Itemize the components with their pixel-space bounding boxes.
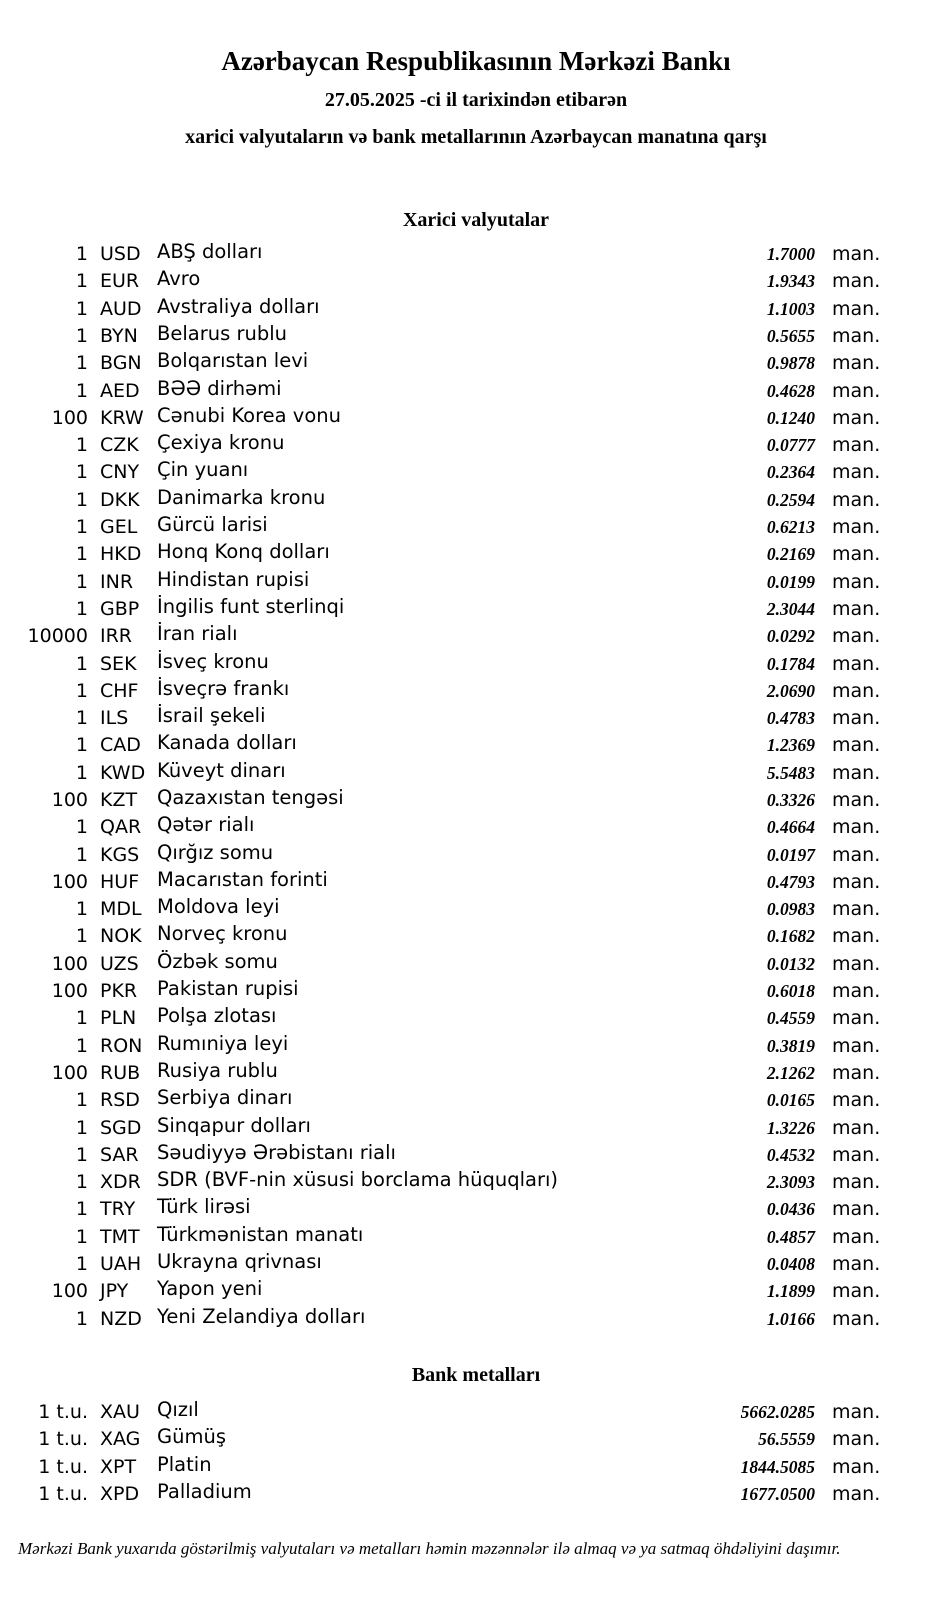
rate-row <box>0 542 880 569</box>
rate-row <box>0 897 880 924</box>
rate-row <box>0 485 881 515</box>
rate-row <box>0 1088 880 1115</box>
currency-code: XPT <box>100 1455 137 1478</box>
currency-name: Özbək somu <box>157 949 278 973</box>
currency-code: XPD <box>100 1482 140 1505</box>
quantity: 1 <box>75 543 88 566</box>
rate-row <box>0 706 880 733</box>
currency-code: KRW <box>100 406 144 429</box>
rate-row <box>0 733 880 760</box>
rate-row <box>0 269 880 296</box>
currency-code: KZT <box>100 788 138 811</box>
currency-name: Qırğız somu <box>157 840 274 864</box>
currency-name: Çin yuanı <box>157 458 249 482</box>
rate-row <box>0 1479 881 1509</box>
currency-code: UZS <box>100 952 139 975</box>
quantity: 100 <box>51 406 88 429</box>
currency-code: MDL <box>100 898 142 921</box>
rate-value: 0.4532 <box>766 1144 815 1165</box>
currency-code: PLN <box>100 1007 137 1030</box>
rate-value: 0.1682 <box>766 926 815 947</box>
rate-row <box>0 924 880 951</box>
currency-code: DKK <box>100 488 140 511</box>
quantity: 1 <box>75 1171 88 1194</box>
rate-row <box>0 840 881 870</box>
rate-unit: man. <box>832 925 881 948</box>
currency-code: SAR <box>100 1143 139 1166</box>
rate-row <box>0 242 880 269</box>
quantity: 1 <box>75 1225 88 1248</box>
rate-value: 2.1262 <box>766 1062 815 1083</box>
quantity: 1 <box>75 1253 88 1276</box>
quantity: 1 <box>75 707 88 730</box>
quantity: 1 <box>75 570 88 593</box>
currency-name: Səudiyyə Ərəbistanı rialı <box>157 1140 396 1164</box>
rate-value: 1.7000 <box>766 244 815 265</box>
rate-row <box>0 815 880 842</box>
rate-unit: man. <box>832 379 881 402</box>
rate-row <box>0 1304 881 1334</box>
rate-row <box>0 321 881 351</box>
rate-unit: man. <box>832 488 881 511</box>
rate-value: 1.9343 <box>766 271 815 292</box>
quantity: 1 <box>75 379 88 402</box>
rate-unit: man. <box>832 352 881 375</box>
currency-name: Bolqarıstan levi <box>157 349 309 373</box>
currency-code: HKD <box>100 543 142 566</box>
rate-row <box>0 376 881 406</box>
quantity: 1 <box>75 434 88 457</box>
currency-name: Türk lirəsi <box>157 1195 251 1219</box>
currency-code: EUR <box>100 270 140 293</box>
rate-value: 0.5655 <box>766 325 815 346</box>
quantity: 1 <box>75 1307 88 1330</box>
rate-value: 1.3226 <box>766 1117 815 1138</box>
rate-value: 0.4664 <box>766 817 815 838</box>
currency-name: Gümüş <box>157 1425 226 1449</box>
currency-name: SDR (BVF-nin xüsusi borclama hüquqları) <box>157 1168 559 1192</box>
currency-code: XAU <box>100 1400 140 1423</box>
quantity: 100 <box>51 1280 88 1303</box>
currency-name: Hindistan rupisi <box>157 567 310 591</box>
rate-unit: man. <box>832 297 881 320</box>
currency-name: İsveçrə frankı <box>157 676 290 700</box>
currency-code: ILS <box>100 707 129 730</box>
currency-name: Avstraliya dolları <box>157 294 320 318</box>
currency-code: RUB <box>100 1061 141 1084</box>
rate-unit: man. <box>832 707 881 730</box>
currency-name: Çexiya kronu <box>157 431 285 455</box>
rate-value: 0.4559 <box>766 1008 815 1029</box>
rate-value: 0.0165 <box>766 1090 815 1111</box>
currency-name: Küveyt dinarı <box>157 758 286 782</box>
rate-unit: man. <box>832 898 881 921</box>
rate-value: 1.1003 <box>766 298 815 319</box>
quantity: 1 <box>75 597 88 620</box>
rate-row <box>0 758 881 788</box>
quantity: 1 <box>75 1089 88 1112</box>
quantity: 1 <box>75 488 88 511</box>
quantity: 1 <box>75 352 88 375</box>
currency-name: BƏƏ dirhəmi <box>157 376 282 400</box>
page-subtitle: xarici valyutaların və bank metallarının Azərbaycan manatına qarşı <box>185 126 767 149</box>
rate-value: 0.2364 <box>766 462 815 483</box>
rate-unit: man. <box>832 1428 881 1451</box>
rate-value: 2.3044 <box>766 598 815 619</box>
rate-row <box>0 567 881 597</box>
rate-unit: man. <box>832 1116 881 1139</box>
currencies-section-title: Xarici valyutalar <box>402 209 550 232</box>
currency-name: ABŞ dolları <box>157 240 263 264</box>
quantity: 1 <box>75 1116 88 1139</box>
rate-value: 0.0777 <box>766 435 815 456</box>
currency-name: Yeni Zelandiya dolları <box>157 1304 366 1328</box>
currency-name: Qazaxıstan tengəsi <box>157 785 344 809</box>
rate-value: 1.1899 <box>766 1281 815 1302</box>
rate-value: 0.4628 <box>766 380 815 401</box>
currency-name: Macarıstan forinti <box>157 867 328 891</box>
rate-unit: man. <box>832 243 881 266</box>
rate-value: 2.3093 <box>766 1172 815 1193</box>
currency-code: AUD <box>100 297 142 320</box>
currency-code: XAG <box>100 1428 141 1451</box>
quantity: 1 <box>75 324 88 347</box>
rate-row <box>0 1006 880 1033</box>
rate-row <box>0 515 880 542</box>
currency-name: Qətər rialı <box>157 813 255 837</box>
rate-row <box>0 949 881 979</box>
rate-row <box>0 1113 881 1143</box>
rate-unit: man. <box>832 1089 881 1112</box>
currency-name: Sinqapur dolları <box>157 1113 311 1137</box>
rate-unit: man. <box>832 1007 881 1030</box>
rate-value: 0.3326 <box>766 789 815 810</box>
rate-unit: man. <box>832 1061 881 1084</box>
currency-name: Platin <box>157 1452 212 1476</box>
currency-name: Moldova leyi <box>157 895 280 919</box>
rate-value: 56.5559 <box>758 1429 815 1450</box>
rate-value: 0.4857 <box>766 1226 815 1247</box>
quantity: 100 <box>51 788 88 811</box>
currency-code: SEK <box>100 652 137 675</box>
currency-name: Honq Konq dolları <box>157 540 330 564</box>
quantity: 1 <box>75 243 88 266</box>
quantity: 1 <box>75 734 88 757</box>
rate-unit: man. <box>832 1143 881 1166</box>
currency-name: İngilis funt sterlinqi <box>157 594 345 618</box>
currency-name: Yapon yeni <box>157 1277 263 1301</box>
metal-rows <box>0 1397 952 1509</box>
currency-code: CZK <box>100 434 139 457</box>
rate-row <box>0 460 880 487</box>
quantity: 1 <box>75 652 88 675</box>
rate-unit: man. <box>832 1280 881 1303</box>
rate-value: 5662.0285 <box>740 1401 815 1422</box>
quantity: 1 <box>75 297 88 320</box>
quantity: 100 <box>51 870 88 893</box>
rate-value: 5.5483 <box>766 762 815 783</box>
rate-value: 0.0408 <box>766 1254 815 1275</box>
currency-code: XDR <box>100 1171 141 1194</box>
currency-name: Palladium <box>157 1479 252 1503</box>
currency-name: İran rialı <box>157 622 238 646</box>
currency-name: Cənubi Korea vonu <box>157 403 341 427</box>
currency-code: KWD <box>100 761 146 784</box>
currency-code: USD <box>100 243 141 266</box>
rate-row <box>0 649 881 679</box>
rate-row <box>0 433 880 460</box>
currency-code: UAH <box>100 1253 142 1276</box>
rate-unit: man. <box>832 1400 881 1423</box>
currency-name: İsveç kronu <box>157 649 269 673</box>
currency-code: QAR <box>100 816 142 839</box>
rate-unit: man. <box>832 816 881 839</box>
rate-row <box>0 624 880 651</box>
rate-unit: man. <box>832 406 881 429</box>
currency-code: CHF <box>100 679 139 702</box>
currency-name: Serbiya dinarı <box>157 1086 293 1110</box>
rate-value: 1.2369 <box>766 735 815 756</box>
quantity: 1 t.u. <box>38 1482 88 1505</box>
currency-code: IRR <box>100 625 133 648</box>
rate-value: 0.4793 <box>766 871 815 892</box>
rate-row <box>0 1427 880 1454</box>
currency-code: GEL <box>100 516 138 539</box>
rate-unit: man. <box>832 1455 881 1478</box>
rate-value: 1.0166 <box>766 1308 815 1329</box>
rate-row <box>0 351 880 378</box>
rate-row <box>0 1452 881 1482</box>
rate-unit: man. <box>832 570 881 593</box>
rate-unit: man. <box>832 679 881 702</box>
currency-name: Polşa zlotası <box>157 1004 277 1028</box>
currency-name: Türkmənistan manatı <box>157 1222 364 1246</box>
rate-value: 0.2594 <box>766 489 815 510</box>
rate-row <box>0 785 881 815</box>
rate-row <box>0 403 881 433</box>
currency-name: Pakistan rupisi <box>157 977 299 1001</box>
currency-code: PKR <box>100 980 138 1003</box>
foreign-currencies-section <box>0 209 952 1334</box>
currency-name: Danimarka kronu <box>157 485 326 509</box>
currency-code: RON <box>100 1034 143 1057</box>
quantity: 1 t.u. <box>38 1455 88 1478</box>
quantity: 10000 <box>27 625 88 648</box>
rate-row <box>0 594 881 624</box>
currency-code: NZD <box>100 1307 142 1330</box>
currency-code: AED <box>100 379 140 402</box>
quantity: 1 <box>75 1143 88 1166</box>
rate-unit: man. <box>832 1034 881 1057</box>
quantity: 1 <box>75 1034 88 1057</box>
rate-value: 0.2169 <box>766 544 815 565</box>
currency-code: CAD <box>100 734 141 757</box>
rate-unit: man. <box>832 324 881 347</box>
rate-unit: man. <box>832 1225 881 1248</box>
rate-value: 0.3819 <box>766 1035 815 1056</box>
rate-unit: man. <box>832 870 881 893</box>
rate-unit: man. <box>832 461 881 484</box>
rate-value: 0.0983 <box>766 899 815 920</box>
rate-value: 0.6018 <box>766 981 815 1002</box>
rate-unit: man. <box>832 270 881 293</box>
rate-value: 1677.0500 <box>740 1483 815 1504</box>
quantity: 100 <box>51 1061 88 1084</box>
currency-code: TMT <box>100 1225 140 1248</box>
currency-code: SGD <box>100 1116 142 1139</box>
disclaimer-note: Mərkəzi Bank yuxarıda göstərilmiş valyutaları və metalları həmin məzənnələr ilə almaq və ya satmaq öhdəliyini daşımır. <box>18 1539 841 1559</box>
rate-unit: man. <box>832 952 881 975</box>
rate-value: 2.0690 <box>766 680 815 701</box>
currency-name: Gürcü larisi <box>157 513 268 537</box>
rate-value: 0.0199 <box>766 571 815 592</box>
rate-row <box>0 1222 881 1252</box>
currency-name: Belarus rublu <box>157 321 288 345</box>
rate-unit: man. <box>832 434 881 457</box>
rate-row <box>0 294 881 324</box>
rate-unit: man. <box>832 1171 881 1194</box>
rate-value: 1844.5085 <box>740 1456 815 1477</box>
currency-name: Ukrayna qrivnası <box>157 1250 322 1274</box>
quantity: 1 <box>75 1198 88 1221</box>
rate-unit: man. <box>832 1482 881 1505</box>
rate-row <box>0 1279 880 1306</box>
quantity: 1 <box>75 843 88 866</box>
rate-unit: man. <box>832 597 881 620</box>
rate-row <box>0 867 881 897</box>
currency-name: Rusiya rublu <box>157 1058 278 1082</box>
rate-value: 0.0292 <box>766 626 815 647</box>
rate-unit: man. <box>832 652 881 675</box>
quantity: 1 <box>75 761 88 784</box>
currency-code: INR <box>100 570 134 593</box>
quantity: 1 <box>75 516 88 539</box>
currency-rows <box>0 242 952 1334</box>
metals-section-title: Bank metalları <box>411 1363 541 1386</box>
currency-code: BGN <box>100 352 142 375</box>
rate-row <box>0 1397 881 1427</box>
currency-name: İsrail şekeli <box>157 704 266 728</box>
currency-name: Qızıl <box>157 1397 199 1421</box>
quantity: 1 <box>75 925 88 948</box>
rate-row <box>0 1058 881 1088</box>
rate-row <box>0 1197 880 1224</box>
currency-name: Rumıniya leyi <box>157 1031 289 1055</box>
quantity: 1 t.u. <box>38 1428 88 1451</box>
currency-code: KGS <box>100 843 140 866</box>
rate-unit: man. <box>832 516 881 539</box>
currency-name: Avro <box>157 267 201 291</box>
quantity: 1 t.u. <box>38 1400 88 1423</box>
rate-unit: man. <box>832 761 881 784</box>
rate-row <box>0 1140 881 1170</box>
rate-unit: man. <box>832 788 881 811</box>
rate-unit: man. <box>832 843 881 866</box>
currency-name: Norveç kronu <box>157 922 288 946</box>
currency-code: NOK <box>100 925 142 948</box>
rate-unit: man. <box>832 1307 881 1330</box>
rate-unit: man. <box>832 543 881 566</box>
quantity: 1 <box>75 898 88 921</box>
currency-code: TRY <box>100 1198 136 1221</box>
effective-date: 27.05.2025 -ci il tarixindən etibarən <box>324 89 628 112</box>
rate-unit: man. <box>832 625 881 648</box>
rate-unit: man. <box>832 1198 881 1221</box>
currency-code: GBP <box>100 597 140 620</box>
rate-row <box>0 1031 881 1061</box>
bank-name-title: Azərbaycan Respublikasının Mərkəzi Bankı <box>221 46 731 76</box>
quantity: 1 <box>75 461 88 484</box>
rate-row <box>0 1252 880 1279</box>
quantity: 1 <box>75 679 88 702</box>
rate-value: 0.9878 <box>766 353 815 374</box>
rate-value: 0.0436 <box>766 1199 815 1220</box>
rate-unit: man. <box>832 1253 881 1276</box>
quantity: 1 <box>75 270 88 293</box>
page-header <box>0 46 952 149</box>
quantity: 1 <box>75 1007 88 1030</box>
rate-value: 0.1240 <box>766 407 815 428</box>
rate-value: 0.4783 <box>766 708 815 729</box>
rate-row <box>0 676 881 706</box>
bank-metals-section <box>0 1364 952 1509</box>
rate-row <box>0 979 880 1006</box>
quantity: 100 <box>51 952 88 975</box>
rate-value: 0.0132 <box>766 953 815 974</box>
currency-code: CNY <box>100 461 140 484</box>
rate-row <box>0 1170 880 1197</box>
currency-name: Kanada dolları <box>157 731 297 755</box>
quantity: 100 <box>51 980 88 1003</box>
rate-value: 0.0197 <box>766 844 815 865</box>
currency-code: RSD <box>100 1089 140 1112</box>
rate-value: 0.6213 <box>766 517 815 538</box>
quantity: 1 <box>75 816 88 839</box>
rate-value: 0.1784 <box>766 653 815 674</box>
currency-code: JPY <box>100 1280 129 1303</box>
rate-unit: man. <box>832 734 881 757</box>
currency-code: BYN <box>100 324 138 347</box>
currency-code: HUF <box>100 870 140 893</box>
rate-unit: man. <box>832 980 881 1003</box>
